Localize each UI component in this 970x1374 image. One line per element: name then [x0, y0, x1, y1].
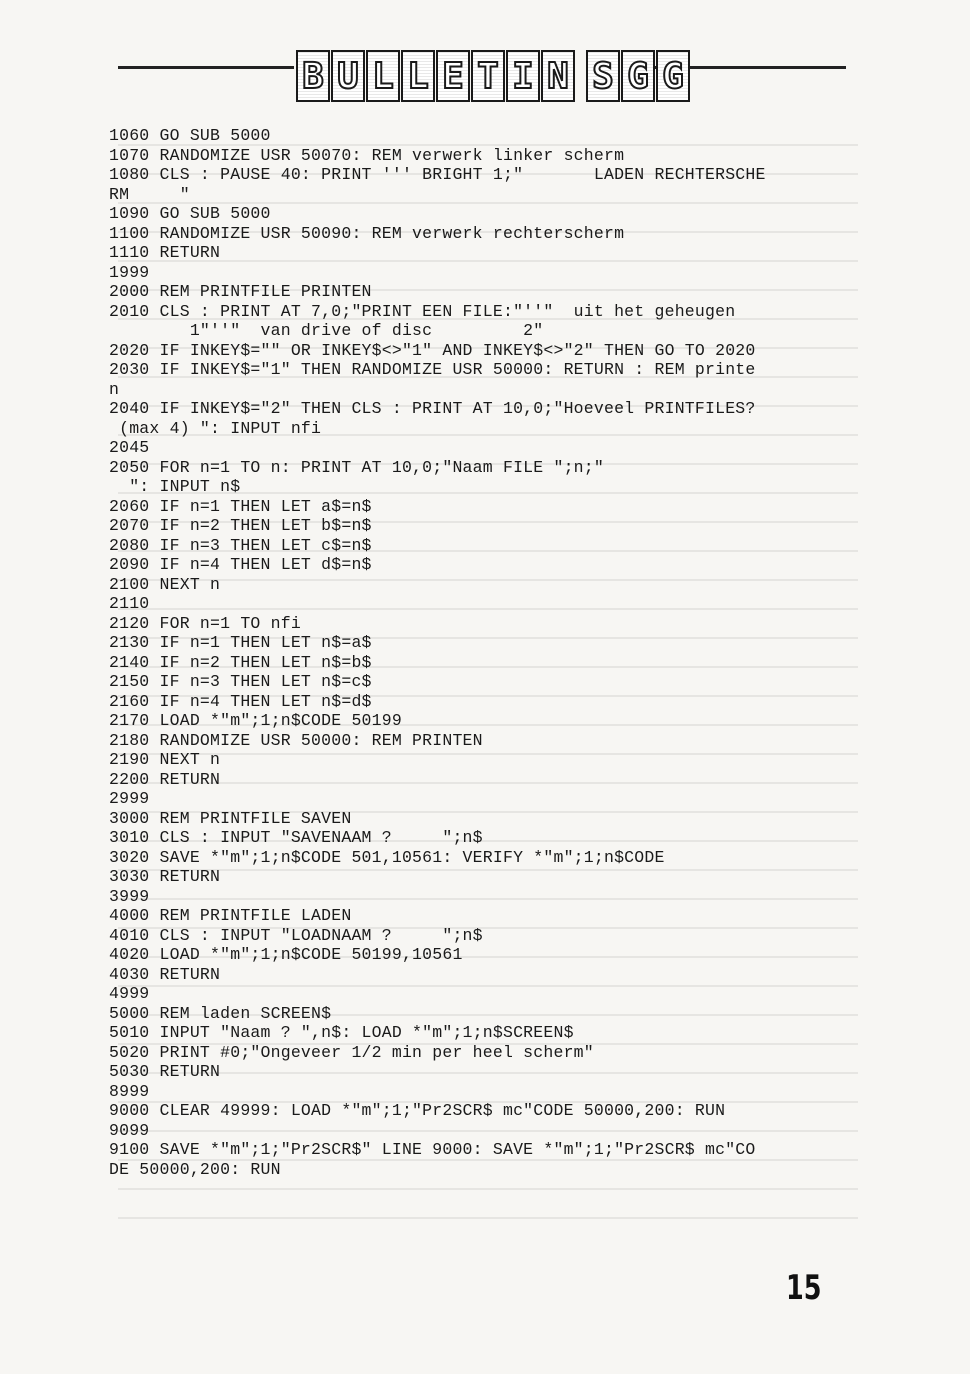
code-line: 4030 RETURN	[109, 964, 221, 984]
code-line: 3020 SAVE *"m";1;n$CODE 501,10561: VERIFY *"m";1;n$CODE	[109, 847, 665, 867]
code-line: 2090 IF n=4 THEN LET d$=n$	[109, 555, 372, 574]
code-line: 3010 CLS : INPUT "SAVENAAM ? ";n$	[109, 828, 483, 847]
code-line: 2170 LOAD *"m";1;n$CODE 50199	[109, 711, 402, 730]
code-line: 2100 NEXT n	[109, 574, 221, 594]
code-line: 2045	[109, 438, 150, 457]
code-line: 9099	[109, 1120, 150, 1140]
masthead-letter: S	[586, 50, 620, 102]
code-line: 2030 IF INKEY$="1" THEN RANDOMIZE USR 50000: RETURN : REM printe	[109, 360, 756, 379]
masthead-letter: B	[296, 50, 330, 102]
code-line: 1100 RANDOMIZE USR 50090: REM verwerk rechterscherm	[109, 223, 625, 243]
masthead-letter: T	[471, 50, 505, 102]
code-line: 5030 RETURN	[109, 1062, 221, 1081]
code-line: 1060 GO SUB 5000	[109, 126, 271, 145]
code-line: 2150 IF n=3 THEN LET n$=c$	[109, 672, 372, 691]
code-line: 9100 SAVE *"m";1;"Pr2SCR$" LINE 9000: SAVE *"m";1;"Pr2SCR$ mc"CO	[109, 1140, 756, 1159]
basic-program-listing	[109, 126, 869, 1179]
code-line: 2190 NEXT n	[109, 750, 221, 769]
masthead-letter: N	[541, 50, 575, 102]
masthead-letter: I	[506, 50, 540, 102]
code-line: 5000 REM laden SCREEN$	[109, 1003, 332, 1023]
code-line: ": INPUT n$	[109, 477, 241, 496]
code-line: 2070 IF n=2 THEN LET b$=n$	[109, 516, 372, 535]
code-line: 4020 LOAD *"m";1;n$CODE 50199,10561	[109, 945, 463, 964]
code-line: 5020 PRINT #0;"Ongeveer 1/2 min per heel scherm"	[109, 1042, 594, 1062]
code-line: DE 50000,200: RUN	[109, 1159, 281, 1179]
code-line: 3999	[109, 886, 150, 906]
masthead-letter: U	[331, 50, 365, 102]
code-line: 1110 RETURN	[109, 243, 221, 262]
masthead-letter: G	[621, 50, 655, 102]
code-line: 1999	[109, 262, 150, 282]
code-line: 3030 RETURN	[109, 867, 221, 886]
header-rule-left	[118, 66, 294, 69]
masthead-letter: L	[401, 50, 435, 102]
code-line: (max 4) ": INPUT nfi	[109, 418, 322, 438]
bulletin-sgg-masthead	[296, 50, 691, 104]
code-line: 5010 INPUT "Naam ? ",n$: LOAD *"m";1;n$SCREEN$	[109, 1023, 574, 1042]
code-line: 1080 CLS : PAUSE 40: PRINT ''' BRIGHT 1;" LADEN RECHTERSCHE	[109, 165, 766, 184]
code-line: 3000 REM PRINTFILE SAVEN	[109, 808, 352, 828]
masthead-letter: L	[366, 50, 400, 102]
code-line: 2140 IF n=2 THEN LET n$=b$	[109, 652, 372, 672]
code-line: 1090 GO SUB 5000	[109, 204, 271, 223]
code-line: 4010 CLS : INPUT "LOADNAAM ? ";n$	[109, 925, 483, 945]
code-line: 2110	[109, 594, 150, 613]
code-line: 2999	[109, 789, 150, 808]
code-line: 2120 FOR n=1 TO nfi	[109, 613, 301, 633]
code-line: 2080 IF n=3 THEN LET c$=n$	[109, 535, 372, 555]
code-line: 2160 IF n=4 THEN LET n$=d$	[109, 691, 372, 711]
code-line: 2060 IF n=1 THEN LET a$=n$	[109, 496, 372, 516]
code-line: 1"''" van drive of disc 2"	[109, 321, 544, 340]
code-line: 9000 CLEAR 49999: LOAD *"m";1;"Pr2SCR$ mc"CODE 50000,200: RUN	[109, 1101, 726, 1120]
code-line: 1070 RANDOMIZE USR 50070: REM verwerk linker scherm	[109, 145, 625, 165]
code-line: 2000 REM PRINTFILE PRINTEN	[109, 282, 372, 301]
code-line: 2040 IF INKEY$="2" THEN CLS : PRINT AT 10,0;"Hoeveel PRINTFILES?	[109, 399, 756, 418]
code-line: 2130 IF n=1 THEN LET n$=a$	[109, 633, 372, 652]
code-line: 8999	[109, 1081, 150, 1101]
code-line: 4999	[109, 984, 150, 1003]
code-line: RM "	[109, 184, 190, 204]
page-number: 15	[786, 1268, 822, 1308]
code-line: n	[109, 379, 120, 399]
masthead-letter: G	[656, 50, 690, 102]
code-line: 4000 REM PRINTFILE LADEN	[109, 906, 352, 925]
masthead-letter: E	[436, 50, 470, 102]
code-line: 2180 RANDOMIZE USR 50000: REM PRINTEN	[109, 730, 483, 750]
code-line: 2200 RETURN	[109, 769, 221, 789]
code-line: 2050 FOR n=1 TO n: PRINT AT 10,0;"Naam FILE ";n;"	[109, 457, 604, 477]
code-line: 2010 CLS : PRINT AT 7,0;"PRINT EEN FILE:"''" uit het geheugen	[109, 301, 736, 321]
code-line: 2020 IF INKEY$="" OR INKEY$<>"1" AND INKEY$<>"2" THEN GO TO 2020	[109, 340, 756, 360]
